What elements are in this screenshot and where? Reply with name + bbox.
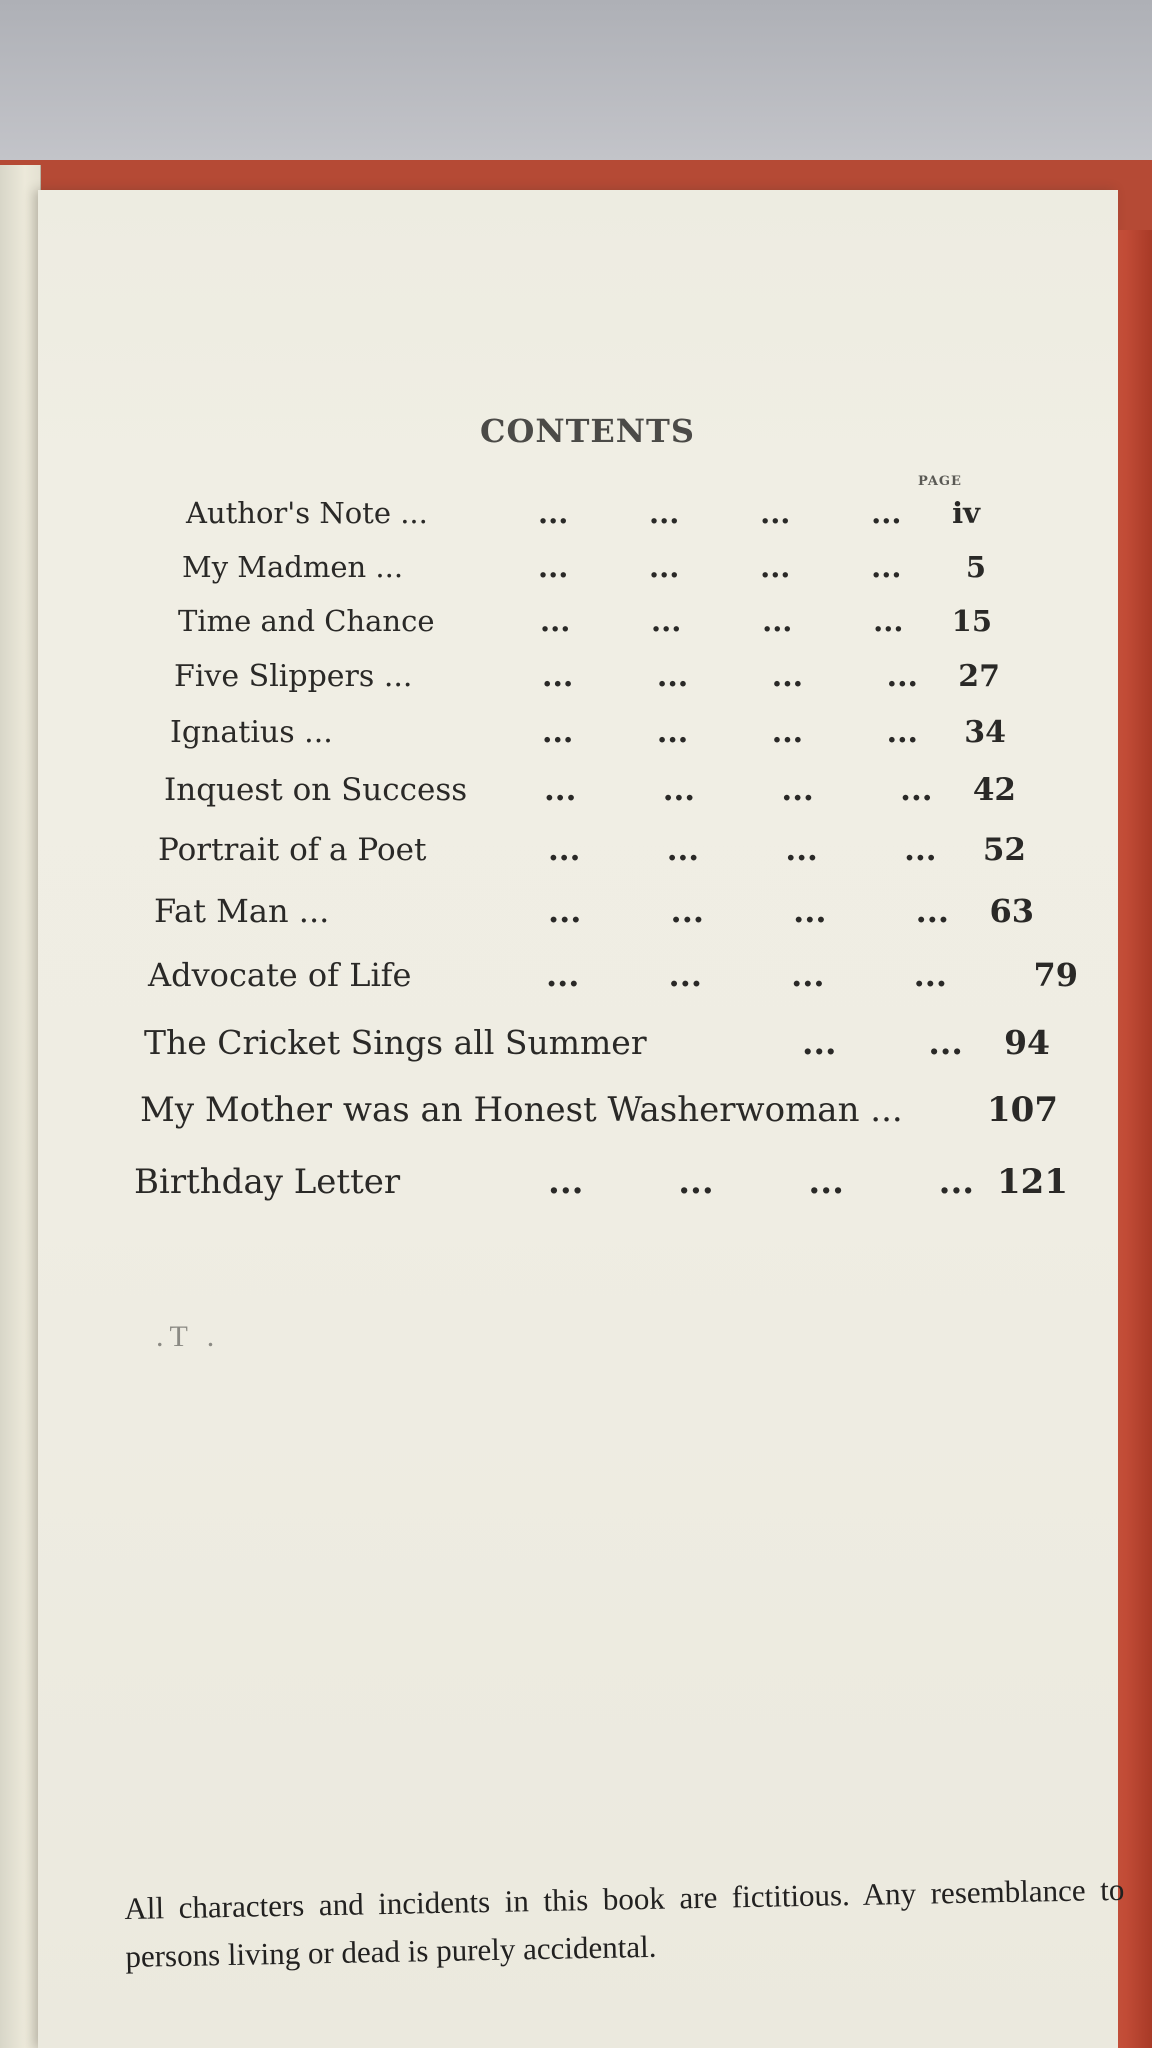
toc-entry-title: Time and Chance	[178, 604, 435, 638]
left-page-stack	[0, 165, 41, 2048]
toc-entry-title: My Madmen ...	[182, 550, 404, 584]
leader-dots: ... ... ... ...	[538, 550, 902, 584]
toc-entry-page: 5	[965, 550, 986, 584]
right-cover-edge	[1118, 230, 1152, 2048]
page-column-label: PAGE	[918, 474, 962, 489]
leader-dots: ... ... ... ...	[548, 1162, 975, 1202]
toc-entry-page: 63	[989, 892, 1034, 930]
leader-dots: ... ... ... ...	[548, 892, 950, 930]
toc-entry	[170, 710, 1006, 750]
toc-entry-page: 42	[972, 772, 1016, 808]
toc-entry-title: Ignatius ...	[170, 715, 333, 750]
toc-entry-title: The Cricket Sings all Summer	[144, 1023, 647, 1062]
toc-entry	[140, 1090, 1058, 1130]
toc-entry-page: 121	[997, 1162, 1068, 1202]
toc-entry-page: 107	[987, 1090, 1058, 1130]
toc-entry-title: Portrait of a Poet	[158, 832, 427, 868]
leader-dots: ... ... ... ...	[546, 956, 948, 994]
leader-dots: ... ... ... ...	[542, 659, 918, 694]
toc-entry	[178, 598, 992, 638]
toc-entry	[154, 890, 1034, 930]
toc-entry	[182, 544, 986, 584]
toc-entry-page: 52	[982, 832, 1026, 868]
toc-entry	[164, 768, 1016, 808]
toc-entry	[148, 954, 1078, 994]
toc-entry	[186, 490, 980, 530]
toc-entry-page: iv	[952, 496, 980, 530]
leader-dots: ... ... ... ...	[542, 715, 918, 750]
contents-heading: CONTENTS	[480, 412, 695, 450]
toc-entry	[174, 654, 1000, 694]
toc-entry-page: 79	[1033, 956, 1078, 994]
leader-dots: ... ... ... ...	[540, 604, 904, 638]
toc-entry-page: 94	[1004, 1023, 1050, 1062]
toc-entry	[158, 828, 1026, 868]
toc-entry-title: Advocate of Life	[148, 956, 412, 994]
toc-entry	[144, 1022, 1050, 1062]
toc-entry-title: Birthday Letter	[134, 1162, 401, 1202]
leader-dots: ... ...	[802, 1023, 963, 1062]
toc-entry-page: 27	[958, 659, 1000, 694]
toc-entry-page: 15	[951, 604, 992, 638]
toc-entry-title: Fat Man ...	[154, 892, 330, 930]
leader-dots: ... ... ... ...	[538, 496, 902, 530]
faint-stamp-mark: .T .	[156, 1320, 221, 1353]
toc-entry-title: Five Slippers ...	[174, 659, 413, 694]
leader-dots: ... ... ... ...	[548, 832, 937, 868]
leader-dots: ... ... ... ...	[544, 772, 933, 808]
toc-entry-title: Author's Note ...	[186, 496, 428, 530]
toc-entry-page: 34	[964, 715, 1006, 750]
toc-entry-title: My Mother was an Honest Washerwoman ...	[140, 1090, 903, 1130]
fiction-disclaimer: All characters and incidents in this book are fictitious. Any resemblance to persons living or dead is purely accidental.	[124, 1871, 1125, 1974]
toc-entry-title: Inquest on Success	[164, 772, 468, 808]
toc-entry	[134, 1162, 1068, 1202]
